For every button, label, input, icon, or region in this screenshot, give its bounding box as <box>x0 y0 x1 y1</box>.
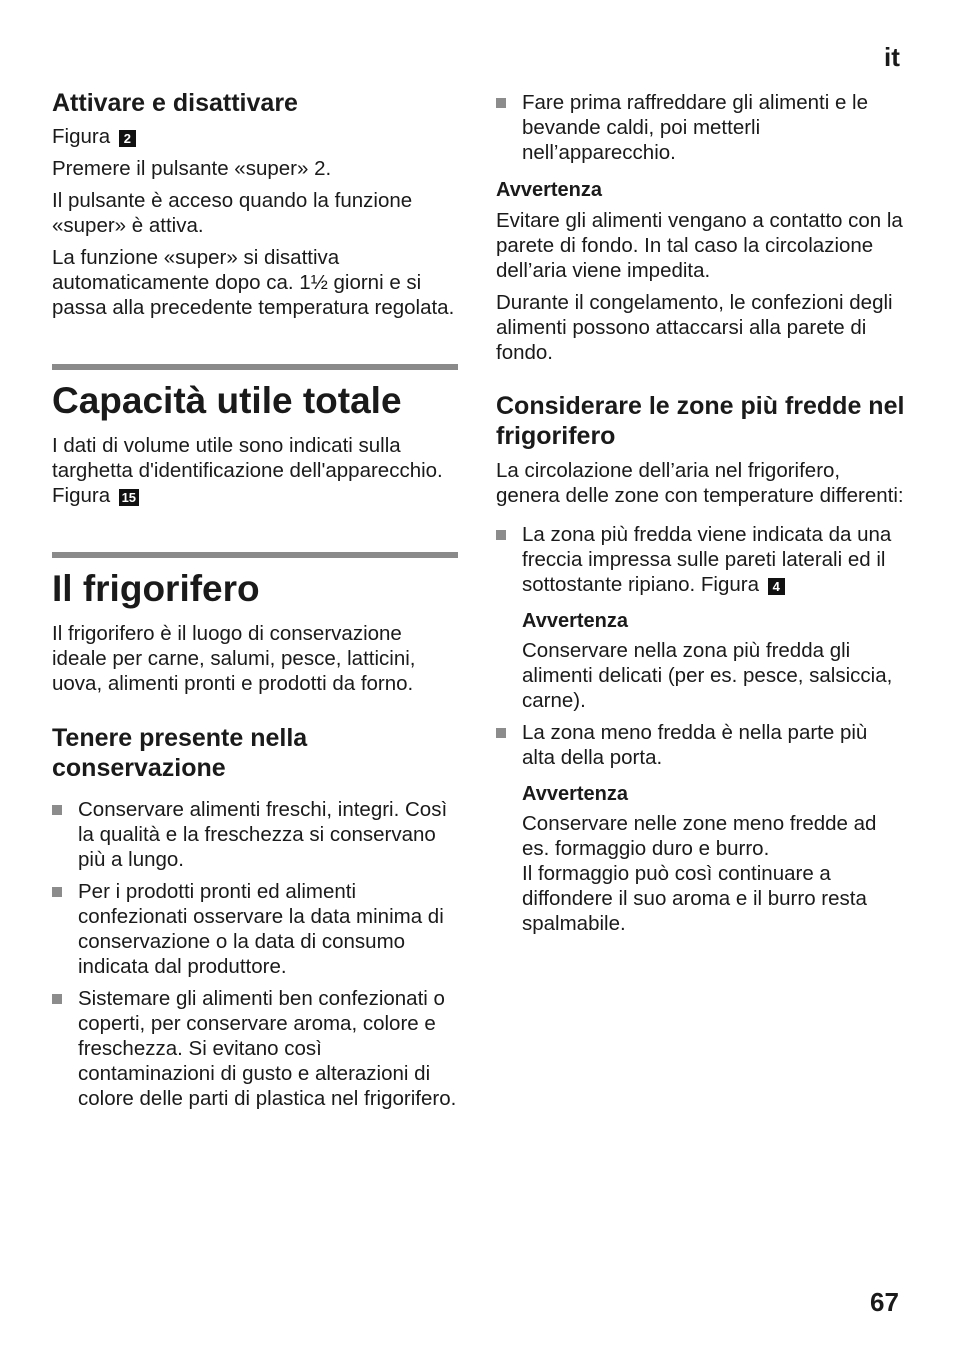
section-title-frigorifero: Il frigorifero <box>52 568 260 609</box>
paragraph-text: I dati di volume utile sono indicati sulla targhetta d'identificazione dell'apparecchio. Figura <box>52 434 443 507</box>
list-item-text: La zona meno fredda è nella parte più alta della porta. <box>522 721 868 769</box>
note-text: Evitare gli alimenti vengano a contatto con la parete di fondo. In tal caso la circolazione dell’aria viene impedita. <box>496 209 903 282</box>
list-item-text: Conservare alimenti freschi, integri. Così la qualità e la freschezza si conservano più a lungo. <box>78 798 448 871</box>
list-item <box>496 522 906 597</box>
section-title-zone-fredde: Considerare le zone più fredde nel frigorifero <box>496 392 905 450</box>
section-divider <box>52 552 458 558</box>
figure-number-badge: 4 <box>768 578 785 595</box>
note-block <box>496 782 906 936</box>
bullet-list <box>496 90 906 165</box>
bullet-list <box>52 797 458 1111</box>
bullet-square-icon <box>52 994 62 1004</box>
section-title-capacita: Capacità utile totale <box>52 380 402 421</box>
paragraph: Il pulsante è acceso quando la funzione «super» è attiva. <box>52 189 413 237</box>
bullet-square-icon <box>496 98 506 108</box>
section-divider <box>52 364 458 370</box>
paragraph: La circolazione dell’aria nel frigorifero, genera delle zone con temperature differenti: <box>496 459 904 507</box>
list-item-text: Sistemare gli alimenti ben confezionati o coperti, per conservare aroma, colore e freschezza. Si evitano così contaminazioni di gusto e alterazioni di colore delle parti di plastica nel frigorifero. <box>78 987 457 1110</box>
bullet-square-icon <box>52 887 62 897</box>
list-item <box>52 797 458 872</box>
bullet-list <box>496 720 906 770</box>
list-item <box>52 986 458 1111</box>
left-column <box>52 88 458 1111</box>
note-text: Conservare nella zona più fredda gli alimenti delicati (per es. pesce, salsiccia, carne). <box>522 639 893 712</box>
paragraph: Il frigorifero è il luogo di conservazione ideale per carne, salumi, pesce, latticini, uova, alimenti pronti e prodotti da forno. <box>52 622 416 695</box>
bullet-square-icon <box>496 728 506 738</box>
right-column <box>496 90 906 936</box>
list-item <box>496 720 906 770</box>
bullet-square-icon <box>496 530 506 540</box>
paragraph: Premere il pulsante «super» 2. <box>52 157 332 180</box>
language-code: it <box>884 42 900 72</box>
note-block <box>496 609 906 713</box>
figure-number-badge: 15 <box>119 489 139 506</box>
section-title-attivare: Attivare e disattivare <box>52 89 298 117</box>
note-label: Avvertenza <box>496 179 602 201</box>
note-text: Il formaggio può così continuare a diffondere il suo aroma e il burro resta spalmabile. <box>522 862 867 935</box>
paragraph: La funzione «super» si disattiva automaticamente dopo ca. 1½ giorni e si passa alla precedente temperatura regolata. <box>52 246 455 319</box>
bullet-square-icon <box>52 805 62 815</box>
figure-reference <box>52 124 458 149</box>
list-item-text: Fare prima raffreddare gli alimenti e le bevande caldi, poi metterli nell’apparecchio. <box>522 91 868 164</box>
note-label: Avvertenza <box>522 610 628 632</box>
list-item <box>52 879 458 979</box>
list-item-text: La zona più fredda viene indicata da una freccia impressa sulle pareti laterali ed il sottostante ripiano. Figura <box>522 523 892 596</box>
bullet-list <box>496 522 906 597</box>
list-item <box>496 90 906 165</box>
figure-label: Figura <box>52 125 111 148</box>
page-number: 67 <box>870 1287 899 1317</box>
note-text: Durante il congelamento, le confezioni degli alimenti possono attaccarsi alla parete di fondo. <box>496 291 893 364</box>
list-item-text: Per i prodotti pronti ed alimenti confezionati osservare la data minima di conservazione o la data di consumo indicata dal produttore. <box>78 880 444 978</box>
note-text: Conservare nelle zone meno fredde ad es. formaggio duro e burro. <box>522 812 877 860</box>
section-title-tenere-presente: Tenere presente nella conservazione <box>52 724 308 782</box>
figure-number-badge: 2 <box>119 130 136 147</box>
note-label: Avvertenza <box>522 783 628 805</box>
paragraph <box>52 433 458 508</box>
